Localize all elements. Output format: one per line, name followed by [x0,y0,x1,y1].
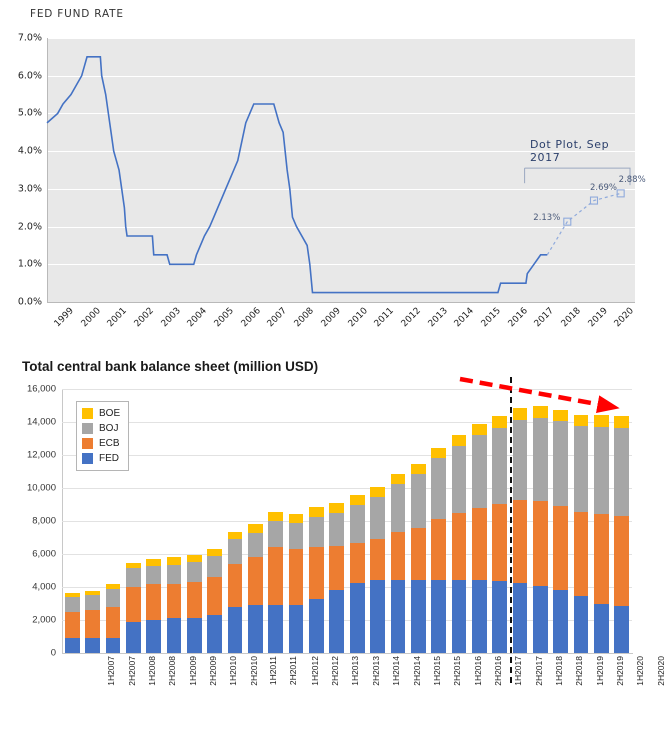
fed-x-tick-label: 2018 [559,306,583,330]
balance-bar-segment-fed [187,618,202,653]
balance-bar-segment-boe [411,464,426,474]
balance-bar-segment-ecb [106,607,121,638]
balance-bar [533,406,548,653]
dot-plot-value-label: 2.69% [589,182,617,193]
balance-bar-segment-boj [207,556,222,577]
fed-fund-rate-chart [0,0,649,345]
balance-y-tick-label: 10,000 [26,482,56,494]
fed-plot-area [17,32,646,330]
fed-x-tick-label: 2012 [399,306,423,330]
balance-bar-segment-boe [268,512,283,521]
balance-bar-segment-ecb [268,547,283,605]
fed-y-tick-label: 6.0% [17,70,42,82]
balance-bar [167,557,182,653]
legend-item-boj [82,421,120,436]
balance-bar [248,524,263,653]
fed-x-tick-label: 2015 [479,306,503,330]
dot-plot-value-label: 2.13% [533,212,561,223]
balance-bar-segment-fed [167,618,182,653]
fed-x-tick-label: 2019 [586,306,610,330]
balance-bar-segment-boj [452,446,467,513]
balance-bar-segment-boj [370,497,385,539]
balance-bar-segment-fed [126,622,141,653]
balance-bar-segment-boe [289,514,304,523]
balance-bar-segment-ecb [370,539,385,580]
balance-x-tick-label: 1H2007 [105,656,116,686]
balance-bar-segment-ecb [146,584,161,620]
balance-bar-segment-boj [228,539,243,564]
balance-bar-segment-boj [614,428,629,516]
balance-bar-segment-boj [391,484,406,532]
balance-bar [187,555,202,653]
balance-bar [431,448,446,653]
balance-y-tick-label: 12,000 [26,449,56,461]
fed-x-tick-label: 2006 [239,306,263,330]
balance-bar-segment-ecb [350,543,365,583]
balance-bar-segment-boj [492,428,507,504]
balance-bar-segment-fed [574,596,589,653]
balance-bar-segment-boe [85,591,100,595]
balance-bar-segment-boj [350,505,365,543]
fed-series-line [47,57,547,293]
balance-bar [594,415,609,653]
balance-y-tick-label: 6,000 [32,548,56,560]
balance-bar-segment-ecb [533,501,548,586]
balance-bar [513,408,528,653]
balance-bar [268,512,283,653]
balance-bar-segment-boj [533,418,548,501]
fed-y-tick-label: 4.0% [17,145,42,157]
balance-y-tick-label: 16,000 [26,383,56,395]
balance-bar-segment-boj [472,435,487,508]
balance-bar-segment-boe [167,557,182,564]
fed-x-tick-label: 2010 [346,306,370,330]
balance-bar [350,495,365,653]
balance-x-tick-label: 2H2008 [167,656,178,686]
balance-y-tick-label: 14,000 [26,416,56,428]
balance-x-tick-label: 2H2013 [370,656,381,686]
balance-bar-segment-fed [106,638,121,653]
fed-x-tick-label: 2004 [186,306,210,330]
fed-x-tick-label: 2009 [319,306,343,330]
balance-x-tick-label: 1H2013 [350,656,361,686]
balance-bar-segment-fed [309,599,324,653]
balance-bar-segment-boe [228,532,243,539]
balance-bar-segment-ecb [431,519,446,580]
balance-y-tick-label: 8,000 [32,515,56,527]
balance-bar [452,435,467,653]
balance-bar-segment-boj [187,562,202,582]
balance-bar-segment-boe [207,549,222,556]
central-bank-balance-sheet-chart [0,345,666,729]
balance-bar-segment-boe [146,559,161,566]
legend-swatch-boj [82,423,93,434]
legend-swatch-fed [82,453,93,464]
fed-series-svg [47,38,634,302]
fed-y-tick-label: 0.0% [17,296,42,308]
balance-bar-segment-boj [553,421,568,506]
balance-x-tick-label: 1H2019 [594,656,605,686]
balance-x-tick-label: 1H2020 [635,656,646,686]
legend-label: BOJ [99,423,119,434]
balance-bar-segment-boe [329,503,344,513]
legend-swatch-ecb [82,438,93,449]
balance-bar-segment-fed [533,586,548,653]
fed-y-tick-label: 1.0% [17,258,42,270]
balance-bar-segment-boe [309,507,324,517]
balance-bar [370,487,385,653]
balance-x-tick-label: 2H2007 [126,656,137,686]
balance-bar-segment-boj [431,458,446,519]
balance-bar-segment-fed [85,638,100,653]
balance-bar-segment-boj [594,427,609,514]
balance-bar-segment-boj [126,568,141,587]
balance-bar-segment-fed [329,590,344,653]
balance-bar-segment-ecb [329,546,344,591]
balance-bar-segment-boj [329,513,344,546]
balance-bar-segment-boj [85,595,100,610]
balance-bar [309,507,324,653]
balance-bar-segment-fed [146,620,161,653]
legend-item-boe [82,406,120,421]
balance-bar-segment-boj [248,533,263,558]
balance-x-tick-label: 2H2018 [574,656,585,686]
balance-bar-segment-fed [553,590,568,653]
balance-bar-segment-fed [492,581,507,653]
balance-bar [391,474,406,653]
balance-x-tick-label: 2H2015 [452,656,463,686]
balance-bar-segment-boj [65,597,80,612]
balance-chart-title: Total central bank balance sheet (million USD) [22,359,319,374]
fed-x-tick-label: 1999 [52,306,76,330]
balance-x-tick-label: 2H2012 [329,656,340,686]
balance-bar-segment-ecb [492,504,507,582]
legend-item-fed [82,451,120,466]
balance-y-tick-label: 2,000 [32,614,56,626]
balance-bar-segment-fed [207,615,222,653]
fed-x-tick-label: 2002 [132,306,157,330]
balance-x-tick-label: 2H2020 [655,656,666,686]
balance-bar [492,416,507,653]
balance-bar-segment-boe [370,487,385,497]
balance-bar-segment-ecb [65,612,80,638]
balance-bar [228,532,243,653]
fed-x-tick-label: 2001 [106,306,130,330]
balance-bar-segment-boj [289,523,304,549]
balance-bar-segment-ecb [187,582,202,617]
balance-x-tick-label: 2H2014 [411,656,422,686]
balance-bar-segment-boe [65,593,80,597]
balance-x-tick-label: 2H2010 [248,656,259,686]
fed-x-tick-label: 2000 [79,306,103,330]
balance-x-tick-label: 2H2009 [207,656,218,686]
fed-y-tick-label: 5.0% [17,107,42,119]
balance-bar-segment-ecb [289,549,304,605]
balance-bar [411,464,426,653]
balance-bar-segment-ecb [574,512,589,596]
balance-bar-segment-ecb [594,514,609,603]
balance-plot-area [26,383,666,686]
balance-bar-segment-ecb [309,547,324,599]
balance-bar-segment-fed [228,607,243,653]
balance-legend [76,401,129,471]
balance-bar-segment-ecb [126,587,141,622]
balance-bar [289,514,304,653]
balance-bar [146,559,161,653]
legend-item-ecb [82,436,120,451]
balance-bar-segment-ecb [452,513,467,581]
fed-x-tick-label: 2011 [372,306,397,330]
balance-bar-segment-boe [126,563,141,568]
balance-x-tick-label: 1H2014 [390,656,401,686]
balance-bar-segment-fed [268,605,283,653]
balance-bar-segment-boj [411,474,426,528]
legend-label: BOE [99,408,121,419]
balance-bar-segment-boe [431,448,446,458]
balance-bar-segment-ecb [228,564,243,607]
balance-bar-segment-ecb [411,528,426,581]
fed-y-tick-label: 2.0% [17,221,42,233]
balance-x-tick-label: 1H2018 [553,656,564,686]
fed-x-tick-label: 2016 [506,306,530,330]
balance-x-tick-label: 1H2016 [472,656,483,686]
balance-bar [329,503,344,653]
fed-x-tick-label: 2014 [452,306,477,330]
balance-x-tick-label: 1H2015 [431,656,442,686]
dot-plot-annotation: Dot Plot, Sep 2017 [529,137,610,164]
balance-x-tick-label: 1H2011 [268,656,279,686]
balance-bar-segment-fed [472,580,487,653]
legend-label: FED [99,453,119,464]
dot-plot-marker [617,190,624,197]
balance-bar-segment-fed [431,580,446,653]
balance-bar-segment-fed [452,580,467,653]
balance-bar-segment-ecb [553,506,568,590]
balance-bar-segment-boe [350,495,365,505]
balance-bar-segment-ecb [614,516,629,606]
balance-bar-segment-fed [614,606,629,653]
balance-bar-segment-fed [513,583,528,653]
balance-bar [85,591,100,653]
balance-bar-segment-boj [106,589,121,607]
dot-plot-value-label: 2.88% [618,175,646,186]
balance-bar-segment-boe [248,524,263,532]
balance-bar-segment-ecb [207,577,222,615]
fed-x-tick-label: 2008 [292,306,317,330]
balance-bar-segment-ecb [513,500,528,583]
balance-bar-segment-fed [248,605,263,653]
legend-label: ECB [99,438,120,449]
balance-x-tick-label: 1H2009 [187,656,198,686]
balance-bar-segment-boj [268,521,283,547]
fed-chart-title: FED FUND RATE [30,8,124,20]
balance-bar-segment-fed [65,638,80,653]
balance-bar [553,410,568,653]
balance-x-tick-label: 1H2008 [146,656,157,686]
balance-bar-segment-boj [146,566,161,584]
balance-bar-segment-boj [167,565,182,584]
balance-bar-segment-boe [391,474,406,484]
balance-bar-segment-fed [411,580,426,653]
balance-bar [65,593,80,653]
balance-bar-segment-boj [574,426,589,512]
legend-swatch-boe [82,408,93,419]
balance-bar-segment-boe [106,584,121,589]
fed-y-tick-label: 7.0% [17,32,42,44]
fed-x-tick-label: 2020 [613,306,637,330]
balance-bar-segment-fed [370,580,385,653]
balance-bar-segment-boj [513,420,528,500]
balance-bar-segment-boj [309,517,324,547]
balance-bar [126,563,141,653]
balance-x-tick-label: 1H2012 [309,656,320,686]
balance-bar [472,424,487,653]
balance-x-tick-label: 2H2016 [492,656,503,686]
balance-bar [574,415,589,653]
balance-bar-segment-fed [289,605,304,653]
fed-y-tick-label: 3.0% [17,183,42,195]
balance-bar-segment-ecb [472,508,487,581]
balance-bar-segment-ecb [391,532,406,581]
fed-x-tick-label: 2013 [426,306,450,330]
balance-bar-segment-fed [391,580,406,653]
balance-bar-segment-boe [187,555,202,562]
fed-x-tick-label: 2005 [212,306,237,330]
balance-x-tick-label: 1H2017 [513,656,524,686]
balance-bar [614,416,629,653]
fed-x-tick-label: 2007 [266,306,290,330]
fed-x-tick-label: 2017 [532,306,557,330]
balance-bar [207,549,222,653]
balance-x-tick-label: 2H2017 [533,656,544,686]
balance-bar-segment-fed [594,604,609,654]
balance-x-tick-label: 2H2011 [288,656,299,686]
fed-x-tick-label: 2003 [159,306,183,330]
balance-bar-segment-ecb [167,584,182,619]
balance-bar [106,584,121,653]
balance-bar-segment-ecb [85,610,100,638]
balance-y-tick-label: 4,000 [32,581,56,593]
balance-x-tick-label: 1H2010 [228,656,239,686]
balance-bar-segment-ecb [248,557,263,605]
balance-x-tick-label: 2H2019 [614,656,625,686]
balance-bar-segment-boe [452,435,467,446]
declining-trend-arrow [452,367,632,427]
balance-y-tick-label: 0 [50,647,56,659]
balance-bar-segment-fed [350,583,365,653]
fed-series-line [547,193,620,254]
